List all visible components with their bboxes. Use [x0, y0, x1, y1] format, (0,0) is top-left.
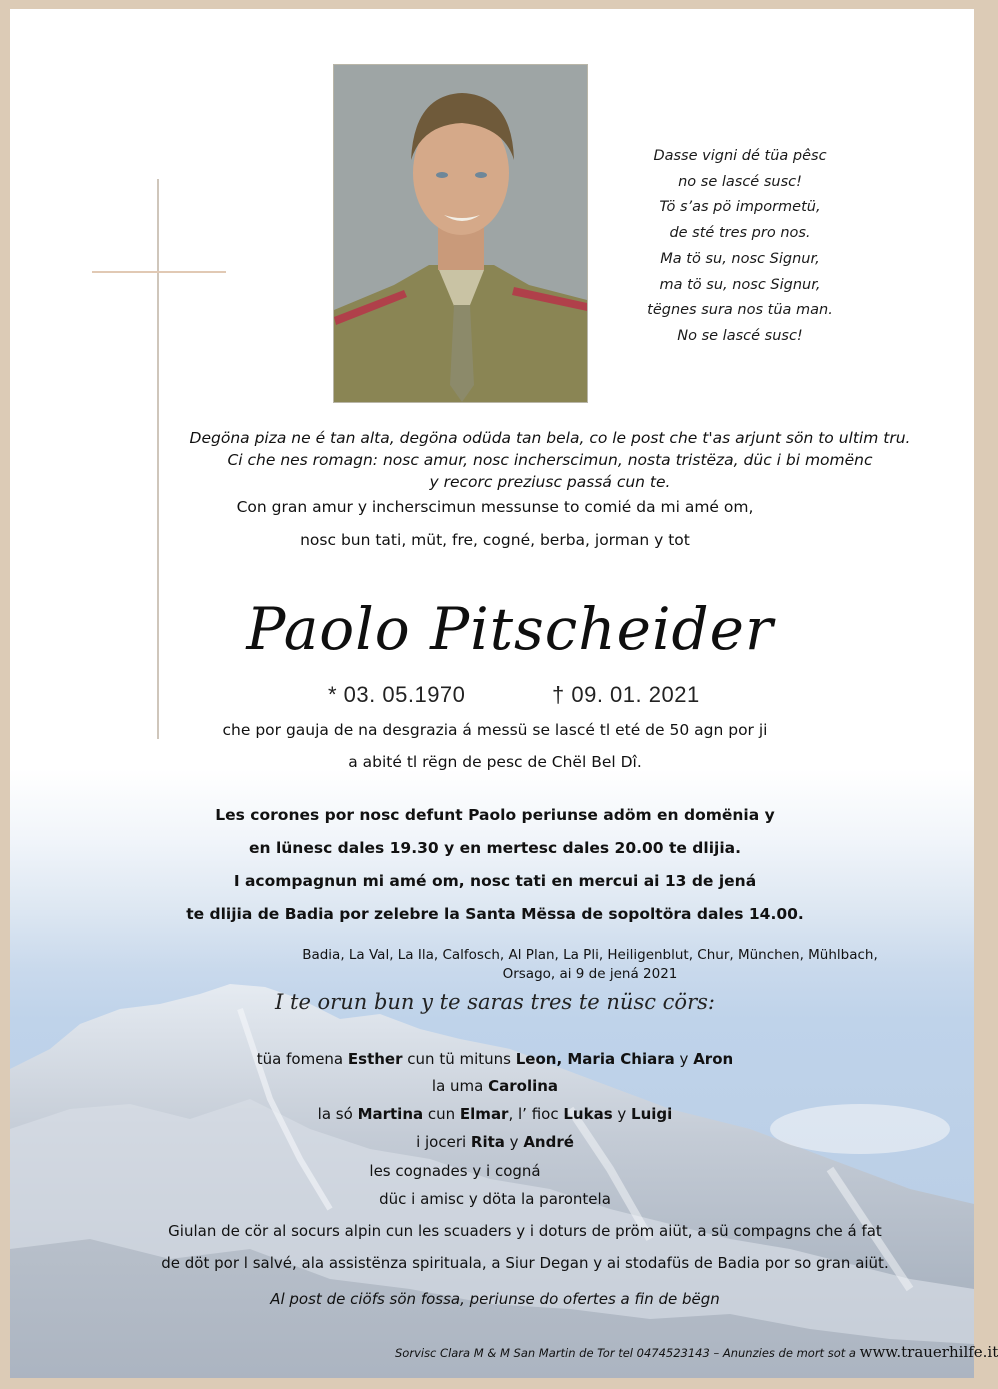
- mourner-name: Esther: [347, 1050, 403, 1068]
- mourner-conjunction: y: [504, 1133, 524, 1151]
- poem-line: Dasse vigni dé tüa pêsc: [653, 148, 827, 164]
- mourner-relation: la uma: [431, 1077, 489, 1095]
- mourner-relation: la só: [317, 1105, 358, 1123]
- mourner-name: Lukas: [563, 1105, 613, 1123]
- mourner-relation: , l’ fioc: [508, 1105, 564, 1123]
- family-line-1: Con gran amur y incherscimun messunse to comié da mi amé om,: [236, 498, 754, 516]
- mourner-conjunction: y: [612, 1105, 632, 1123]
- announcement-line: en lünesc dales 19.30 y en mertesc dales 20.00 te dlijia.: [249, 839, 741, 857]
- obituary-sheet: [10, 9, 998, 1378]
- intro-line: Ci che nes romagn: nosc amur, nosc incherscimun, nosta tristëza, düc i bi momënc: [227, 451, 873, 469]
- poem: [620, 144, 860, 350]
- mourner-relation: cun tü mituns: [402, 1050, 516, 1068]
- poem-line: no se lascé susc!: [678, 173, 802, 190]
- mourner-name: Rita: [470, 1133, 505, 1151]
- deceased-name: Paolo Pitscheider: [246, 595, 774, 663]
- mourner-line-friends: düc i amisc y döta la parontela: [379, 1190, 611, 1208]
- announcement-line: te dlijia de Badia por zelebre la Santa Mëssa de sopoltöra dales 14.00.: [186, 905, 804, 923]
- mourner-name: Aron: [693, 1050, 734, 1068]
- message-line-2: a abité tl rëgn de pesc de Chël Bel Dî.: [348, 753, 642, 771]
- portrait-illustration: [334, 65, 587, 402]
- mourner-relation: i joceri: [416, 1133, 471, 1151]
- portrait-photo: [333, 64, 588, 403]
- thanks-line: de döt por l salvé, ala assistënza spirituala, a Siur Degan y ai stodafüs de Badia por so gran aiüt.: [161, 1254, 889, 1272]
- mourner-conjunction: y: [674, 1050, 694, 1068]
- poem-line: de sté tres pro nos.: [669, 225, 811, 242]
- places-line: Badia, La Val, La Ila, Calfosch, Al Plan, La Pli, Heiligenblut, Chur, München, Mühlbach,: [302, 947, 878, 963]
- mourner-name: Martina: [357, 1105, 424, 1123]
- mourner-name: André: [523, 1133, 574, 1151]
- footer-url[interactable]: www.trauerhilfe.it: [859, 1343, 998, 1361]
- announcement-line: Les corones por nosc defunt Paolo periunse adöm en domënia y: [215, 806, 775, 824]
- intro-line: y recorc preziusc passá cun te.: [429, 473, 671, 491]
- intro-quote: [130, 427, 970, 493]
- places-line: Orsago, ai 9 de jená 2021: [502, 966, 678, 982]
- poem-line: Ma tö su, nosc Signur,: [660, 250, 820, 267]
- mourner-line-in-laws: les cognades y i cogná: [369, 1162, 541, 1180]
- poem-line: tëgnes sura nos tüa man.: [647, 302, 833, 319]
- family-line-2: nosc bun tati, müt, fre, cogné, berba, jorman y tot: [300, 531, 690, 549]
- mourner-line-parents-in-law: [180, 1132, 810, 1152]
- donation-note: Al post de ciöfs sön fossa, periunse do ofertes a fin de bëgn: [270, 1290, 720, 1308]
- message-line-1: che por gauja de na desgrazia á messü se lascé tl eté de 50 agn por ji: [222, 721, 768, 739]
- memorial-cross-horizontal: [92, 271, 226, 273]
- birth-date: * 03. 05.1970: [328, 682, 466, 707]
- places-and-date: [210, 946, 970, 984]
- mourner-line-wife-children: [150, 1049, 840, 1069]
- mourner-name: Luigi: [631, 1105, 673, 1123]
- footer-credit: [395, 1342, 998, 1363]
- footer-text: Sorvisc Clara M & M San Martin de Tor tel 0474523143 – Anunzies de mort sot a: [395, 1346, 860, 1360]
- mourner-relation: cun: [423, 1105, 460, 1123]
- thanks-line: Giulan de cör al socurs alpin cun les scuaders y i doturs de pröm aiüt, a sü compagns che á fat: [168, 1222, 882, 1240]
- death-date: † 09. 01. 2021: [552, 682, 700, 707]
- mourners-title: I te orun bun y te saras tres te nüsc cörs:: [275, 990, 715, 1014]
- poem-line: Tö s’as pö impormetü,: [659, 199, 821, 216]
- mourner-line-mother: [180, 1076, 810, 1096]
- mourner-name: Leon, Maria Chiara: [515, 1050, 675, 1068]
- mourner-line-sister: [180, 1104, 810, 1124]
- mourner-relation: tüa fomena: [256, 1050, 348, 1068]
- mourner-name: Carolina: [488, 1077, 559, 1095]
- poem-line: ma tö su, nosc Signur,: [659, 276, 821, 293]
- intro-line: Degöna piza ne é tan alta, degöna odüda tan bela, co le post che t'as arjunt sön to ultim tru.: [189, 429, 911, 447]
- poem-line: No se lascé susc!: [677, 327, 803, 344]
- mourner-name: Elmar: [459, 1105, 509, 1123]
- announcement-line: I acompagnun mi amé om, nosc tati en mercui ai 13 de jená: [233, 872, 757, 890]
